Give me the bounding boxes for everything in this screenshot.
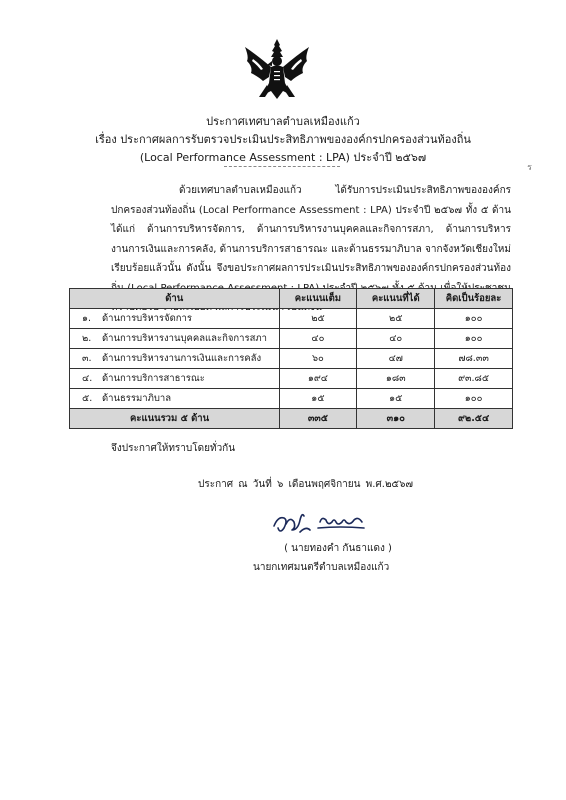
- area-cell: [70, 309, 280, 329]
- announcement-date: ประกาศ ณ วันที่ ๖ เดือนพฤศจิกายน พ.ศ.๒๕๖๗: [198, 479, 413, 490]
- signer-position: นายกเทศมนตรีตำบลเหมืองแก้ว: [253, 562, 390, 573]
- closing-statement: จึงประกาศให้ทราบโดยทั่วกัน: [111, 443, 236, 454]
- percent-cell: ๑๐๐: [435, 389, 513, 409]
- area-name: ด้านการบริหารจัดการ: [102, 313, 192, 324]
- percent-cell: ๙๓.๘๕: [435, 369, 513, 389]
- table-header-row: [70, 289, 513, 309]
- area-cell: [70, 349, 280, 369]
- full-score-cell: ๑๙๔: [279, 369, 357, 389]
- full-score-cell: ๒๕: [279, 309, 357, 329]
- row-number: ๑.: [82, 313, 92, 324]
- handwritten-signature: [270, 506, 370, 538]
- table-row: [70, 369, 513, 389]
- score-cell: ๔๐: [357, 329, 435, 349]
- col-header-percent: คิดเป็นร้อยละ: [435, 289, 513, 309]
- col-header-score: คะแนนที่ได้: [357, 289, 435, 309]
- table-row: [70, 389, 513, 409]
- full-score-cell: ๖๐: [279, 349, 357, 369]
- area-cell: [70, 329, 280, 349]
- full-score-cell: ๔๐: [279, 329, 357, 349]
- score-cell: ๒๕: [357, 309, 435, 329]
- percent-cell: ๑๐๐: [435, 329, 513, 349]
- full-score-cell: ๑๕: [279, 389, 357, 409]
- signer-name: ( นายทองคำ กันธาแดง ): [284, 543, 392, 554]
- row-number: ๕.: [82, 393, 93, 404]
- score-table: [69, 288, 513, 429]
- separator-line: [224, 166, 340, 167]
- table-row: [70, 329, 513, 349]
- garuda-emblem-icon: [241, 37, 313, 103]
- area-cell: [70, 389, 280, 409]
- body-paragraph: ด้วยเทศบาลตำบลเหมืองแก้ว ได้รับการประเมินประสิทธิภาพขององค์กรปกครองส่วนท้องถิ่น (Local Performance Assessment : LPA) ประจำปี ๒๕๖๗ ทั้ง ๕ ด้าน ได้แก่ ด้านการบริหารจัดการ, ด้านการบริหารงานบุคคลและกิจการสภา, ด้านการบริหารงานการเงินและการคลัง, ด้านการบริการสาธารณะ และด้านธรรมาภิบาล จากจังหวัดเชียงใหม่เรียบร้อยแล้วนั้น ดังนั้น จึงขอประกาศผลการประเมินประสิทธิภาพขององค์กรปกครองส่วนท้อง: [111, 185, 511, 274]
- announcement-title: ประกาศเทศบาลตำบลเหมืองแก้ว: [206, 115, 360, 128]
- area-name: ด้านการบริการสาธารณะ: [102, 373, 205, 384]
- total-percent: ๙๒.๕๔: [435, 409, 513, 429]
- row-number: ๔.: [82, 373, 93, 384]
- total-full-score: ๓๓๕: [279, 409, 357, 429]
- percent-cell: ๑๐๐: [435, 309, 513, 329]
- score-cell: ๑๘๓: [357, 369, 435, 389]
- announcement-subject: เรื่อง ประกาศผลการรับตรวจประเมินประสิทธิภาพขององค์กรปกครองส่วนท้องถิ่น: [95, 133, 471, 146]
- score-cell: ๔๗: [357, 349, 435, 369]
- announcement-subject-sub: (Local Performance Assessment : LPA) ประจำปี ๒๕๖๗: [139, 151, 427, 164]
- col-header-full-score: คะแนนเต็ม: [279, 289, 357, 309]
- total-label: คะแนนรวม ๕ ด้าน: [70, 409, 280, 429]
- total-score: ๓๑๐: [357, 409, 435, 429]
- area-name: ด้านธรรมาภิบาล: [102, 393, 172, 404]
- corner-mark: ร: [527, 163, 532, 173]
- area-name: ด้านการบริหารงานบุคคลและกิจการสภา: [102, 333, 267, 344]
- table-total-row: [70, 409, 513, 429]
- area-name: ด้านการบริหารงานการเงินและการคลัง: [102, 353, 262, 364]
- col-header-area: ด้าน: [70, 289, 280, 309]
- percent-cell: ๗๘.๓๓: [435, 349, 513, 369]
- row-number: ๓.: [82, 353, 92, 364]
- row-number: ๒.: [82, 333, 92, 344]
- table-row: [70, 349, 513, 369]
- area-cell: [70, 369, 280, 389]
- table-row: [70, 309, 513, 329]
- score-cell: ๑๕: [357, 389, 435, 409]
